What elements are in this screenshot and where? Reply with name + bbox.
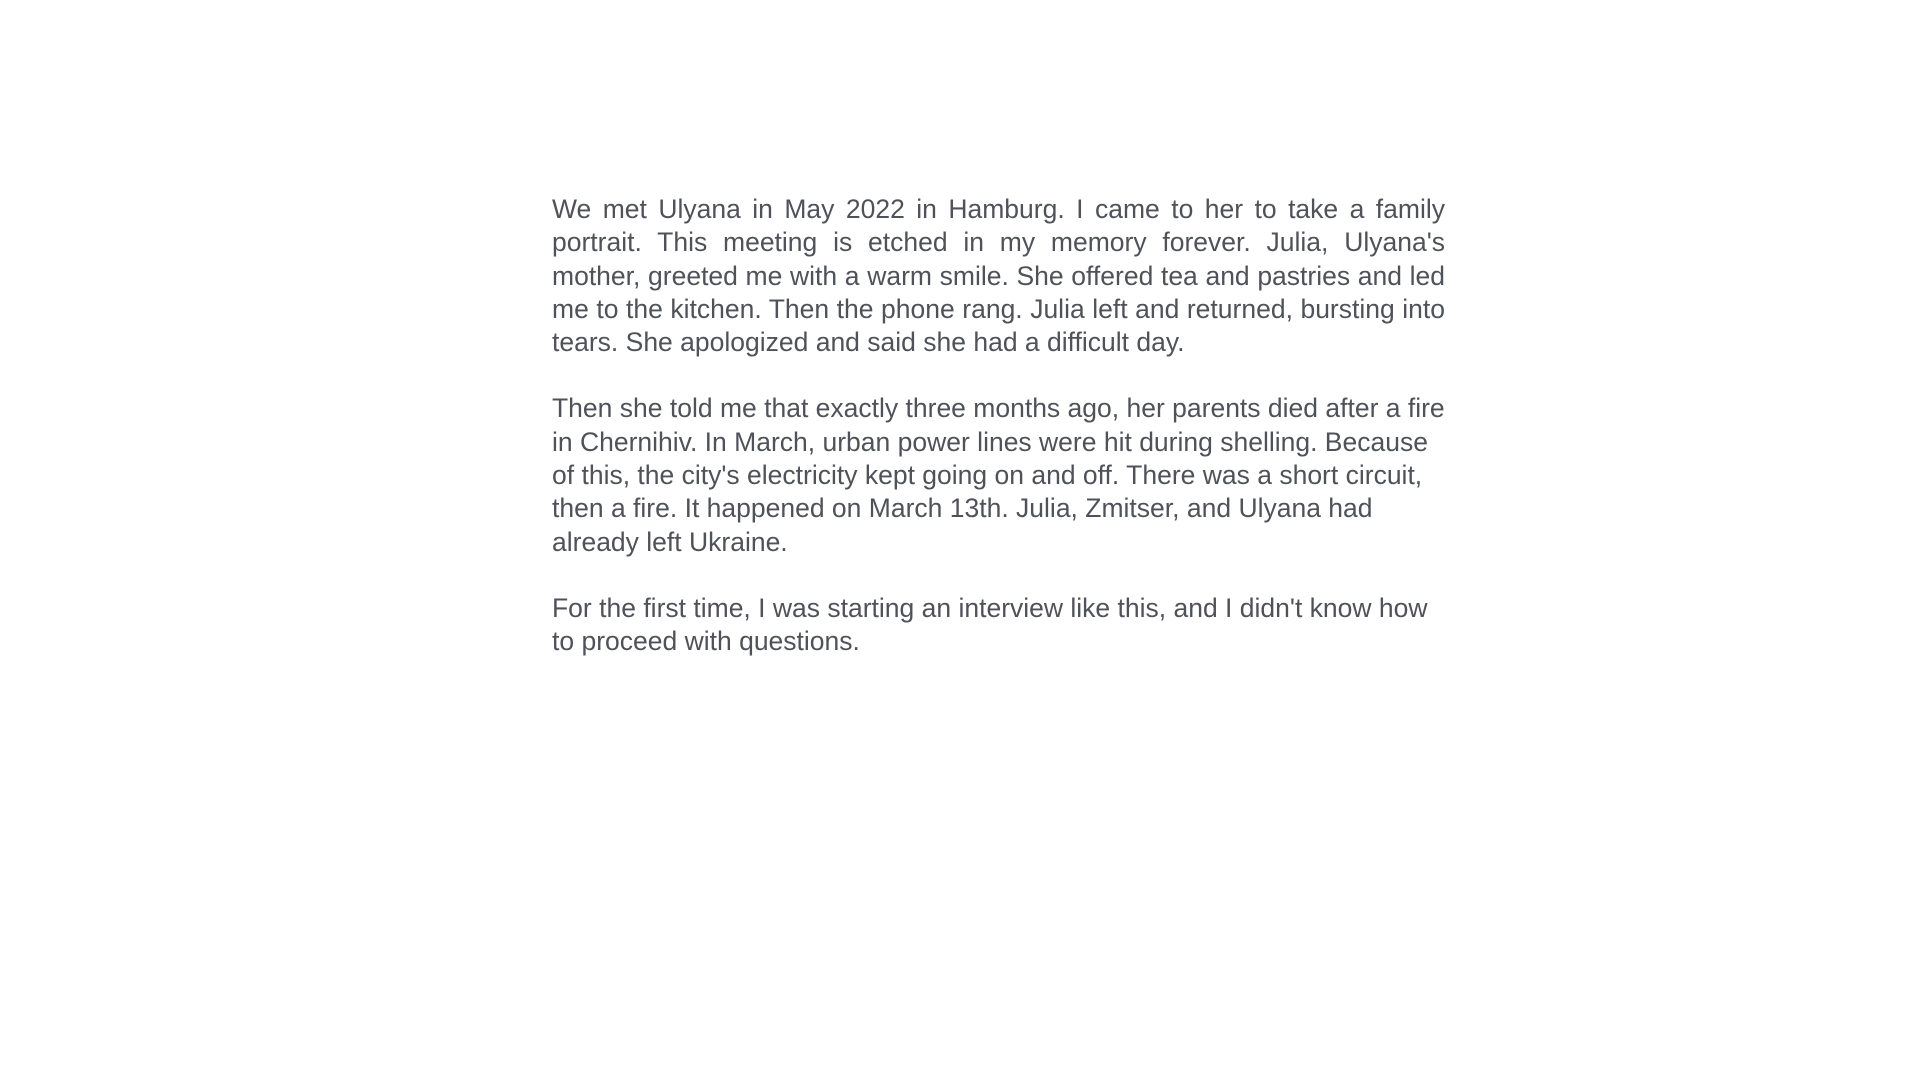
article-body bbox=[552, 193, 1445, 659]
paragraph-3: For the first time, I was starting an interview like this, and I didn't know how to proceed with questions. bbox=[552, 592, 1428, 657]
paragraph-2: Then she told me that exactly three months ago, her parents died after a fire in Chernihiv. In March, urban power lines were hit during shelling. Because of this, the city's electricity kept going on and off. There was a short circuit, then a fire. It happened on March 13th. Julia, Zmitser, and Ulyana had already left Ukraine. bbox=[552, 393, 1445, 557]
paragraph-1: We met Ulyana in May 2022 in Hamburg. I came to her to take a family portrait. This meeting is etched in my memory forever. Julia, Ulyana's mother, greeted me with a warm smile. She offered tea and pastries and led me to the kitchen. Then the phone rang. Julia left and returned, bursting into tears. She apologized and said she had a difficult day. bbox=[552, 194, 1445, 358]
